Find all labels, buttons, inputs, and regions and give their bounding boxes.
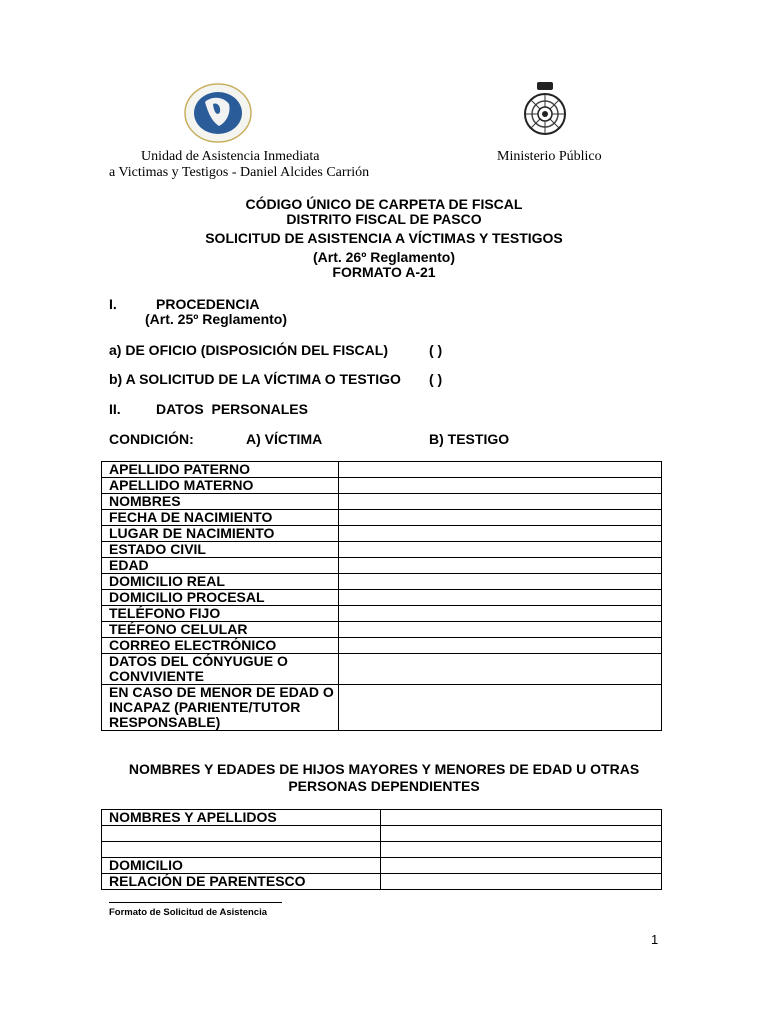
section1-number: I.	[109, 296, 117, 312]
personal-data-table	[101, 461, 662, 731]
row-value[interactable]	[381, 826, 662, 842]
row-label: TELÉFONO FIJO	[102, 606, 339, 622]
page-number: 1	[651, 932, 659, 947]
row-label: DOMICILIO	[102, 858, 381, 874]
table-row	[102, 685, 662, 731]
table-row	[102, 494, 662, 510]
unit-name-line2: a Victimas y Testigos - Daniel Alcides Carrión	[109, 165, 370, 180]
row-label	[102, 842, 381, 858]
table-row	[102, 810, 662, 826]
row-value[interactable]	[339, 478, 662, 494]
table-row	[102, 638, 662, 654]
row-label: APELLIDO PATERNO	[102, 462, 339, 478]
checkbox-ex-officio[interactable]: ( )	[429, 342, 443, 358]
footnote-divider	[109, 902, 282, 903]
row-label: EN CASO DE MENOR DE EDAD O INCAPAZ (PARIENTE/TUTOR RESPONSABLE)	[102, 685, 339, 731]
ministry-name: Ministerio Público	[497, 149, 602, 164]
row-value[interactable]	[339, 638, 662, 654]
row-label: NOMBRES Y APELLIDOS	[102, 810, 381, 826]
row-value[interactable]	[339, 606, 662, 622]
row-label: DOMICILIO PROCESAL	[102, 590, 339, 606]
ministry-seal	[520, 80, 570, 140]
row-value[interactable]	[381, 810, 662, 826]
row-value[interactable]	[339, 622, 662, 638]
condition-label: CONDICIÓN:	[109, 431, 194, 447]
table-row	[102, 826, 662, 842]
unit-name-line1: Unidad de Asistencia Inmediata	[141, 149, 320, 164]
table-row	[102, 842, 662, 858]
row-label: RELACIÓN DE PARENTESCO	[102, 874, 381, 890]
row-label: NOMBRES	[102, 494, 339, 510]
table-row	[102, 874, 662, 890]
dependents-table	[101, 809, 662, 890]
table-row	[102, 526, 662, 542]
option-request: b) A SOLICITUD DE LA VÍCTIMA O TESTIGO	[109, 371, 401, 387]
row-label: DATOS DEL CÓNYUGUE O CONVIVIENTE	[102, 654, 339, 685]
row-value[interactable]	[339, 590, 662, 606]
row-value[interactable]	[339, 654, 662, 685]
title-district: DISTRITO FISCAL DE PASCO	[286, 211, 482, 227]
dependents-title: NOMBRES Y EDADES DE HIJOS MAYORES Y MENORES DE EDAD U OTRAS PERSONAS DEPENDIENTES	[128, 761, 640, 794]
row-value[interactable]	[339, 558, 662, 574]
row-value[interactable]	[381, 874, 662, 890]
condition-witness[interactable]: B) TESTIGO	[429, 431, 510, 447]
table-row	[102, 858, 662, 874]
table-row	[102, 574, 662, 590]
row-value[interactable]	[339, 494, 662, 510]
row-label: TEÉFONO CELULAR	[102, 622, 339, 638]
title-format: FORMATO A-21	[332, 264, 436, 280]
row-label: LUGAR DE NACIMIENTO	[102, 526, 339, 542]
table-row	[102, 558, 662, 574]
row-value[interactable]	[339, 462, 662, 478]
table-row	[102, 510, 662, 526]
title-request: SOLICITUD DE ASISTENCIA A VÍCTIMAS Y TESTIGOS	[205, 230, 563, 246]
section2-number: II.	[109, 401, 121, 417]
row-value[interactable]	[339, 526, 662, 542]
row-value[interactable]	[339, 510, 662, 526]
title-code: CÓDIGO ÚNICO DE CARPETA DE FISCAL	[245, 196, 523, 212]
row-value[interactable]	[381, 842, 662, 858]
row-value[interactable]	[381, 858, 662, 874]
table-row	[102, 478, 662, 494]
table-row	[102, 606, 662, 622]
section1-title: PROCEDENCIA	[156, 296, 260, 312]
title-article: (Art. 26º Reglamento)	[312, 249, 456, 265]
row-label: APELLIDO MATERNO	[102, 478, 339, 494]
row-label: DOMICILIO REAL	[102, 574, 339, 590]
table-row	[102, 654, 662, 685]
row-label: CORREO ELECTRÓNICO	[102, 638, 339, 654]
table-row	[102, 542, 662, 558]
unit-logo	[183, 82, 253, 144]
table-row	[102, 462, 662, 478]
table-row	[102, 590, 662, 606]
option-ex-officio: a) DE OFICIO (DISPOSICIÓN DEL FISCAL)	[109, 342, 388, 358]
table-row	[102, 622, 662, 638]
row-label: FECHA DE NACIMIENTO	[102, 510, 339, 526]
condition-victim[interactable]: A) VÍCTIMA	[246, 431, 323, 447]
row-label: EDAD	[102, 558, 339, 574]
footnote-text: Formato de Solicitud de Asistencia	[109, 907, 268, 918]
row-value[interactable]	[339, 574, 662, 590]
row-value[interactable]	[339, 542, 662, 558]
section1-subtitle: (Art. 25º Reglamento)	[145, 311, 288, 327]
row-label: ESTADO CIVIL	[102, 542, 339, 558]
checkbox-request[interactable]: ( )	[429, 371, 443, 387]
row-value[interactable]	[339, 685, 662, 731]
section2-title: DATOS PERSONALES	[156, 401, 308, 417]
row-label	[102, 826, 381, 842]
